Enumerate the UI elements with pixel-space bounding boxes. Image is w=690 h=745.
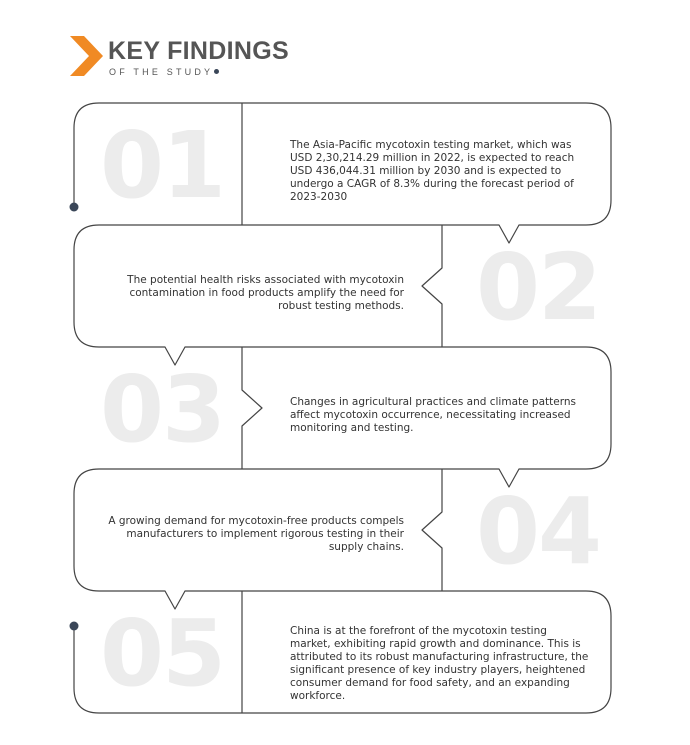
page-title: KEY FINDINGS	[108, 37, 289, 65]
finding-number-1: 01	[100, 112, 225, 219]
divider-3	[242, 347, 262, 469]
finding-text-2: The potential health risks associated with mycotoxin contamination in food products amplify the need for robust testing methods.	[127, 274, 404, 312]
finding-number-3: 03	[100, 356, 225, 463]
divider-2	[422, 225, 442, 347]
finding-number-5: 05	[100, 600, 225, 707]
finding-number-4: 04	[476, 478, 601, 585]
start-dot-icon	[70, 203, 79, 212]
divider-4	[422, 469, 442, 591]
notch-1	[242, 140, 262, 176]
finding-text-1: The Asia-Pacific mycotoxin testing market, which was USD 2,30,214.29 million in 2022, is expected to reach USD 436,044.31 million by 2030 and is expected to undergo a CAGR of 8.3% during the forecast period of 2023-2030	[290, 139, 575, 203]
finding-number-2: 02	[476, 234, 601, 341]
finding-text-4: A growing demand for mycotoxin-free products compels manufacturers to implement rigorous testing in their supply chains.	[108, 515, 404, 553]
finding-text-3: Changes in agricultural practices and climate patterns affect mycotoxin occurrence, necessitating increased monitoring and testing.	[290, 396, 576, 434]
finding-text-5: China is at the forefront of the mycotoxin testing market, exhibiting rapid growth and dominance. This is attributed to its robust manufacturing infrastructure, the significant presence of key industry players, heightened consumer demand for food safety, and an expanding workforce.	[290, 625, 589, 702]
page-subtitle: OF THE STUDY	[109, 66, 219, 78]
end-dot-icon	[70, 622, 79, 631]
